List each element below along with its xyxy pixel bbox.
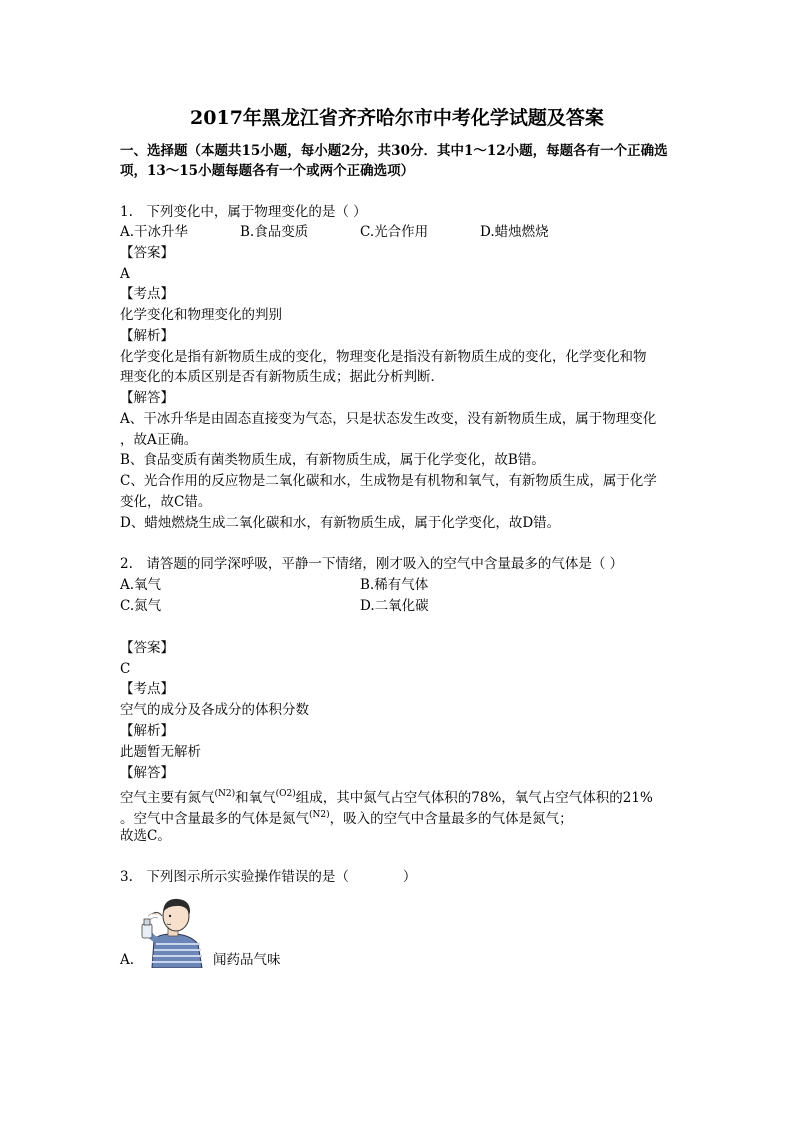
section-heading-line1: 一、选择题（本题共15小题，每小题2分，共30分．其中1～12小题，每题各有一个正确选: [120, 143, 668, 159]
q1-analysis-label: 【解析】: [120, 328, 174, 344]
q2-solution-text-b: 和氧气: [235, 790, 276, 806]
section-heading-line2: 项，13～15小题每题各有一个或两个正确选项）: [120, 163, 415, 179]
q2-stem: 2. 请答题的同学深呼吸，平静一下情绪，刚才吸入的空气中含量最多的气体是（ ）: [120, 556, 624, 572]
n2-formula-second: (N2): [309, 810, 330, 820]
q2-point-label: 【考点】: [120, 681, 174, 697]
q3-option-a-caption: 闻药品气味: [213, 952, 281, 968]
q2-solution-text-a: 空气主要有氮气: [120, 790, 215, 806]
q1-solution-line2: ，故A正确。: [120, 432, 198, 448]
q1-solution-line6: D、蜡烛燃烧生成二氧化碳和水，有新物质生成，属于化学变化，故D错。: [120, 515, 561, 531]
n2-formula: (N2): [214, 789, 236, 799]
q1-analysis-line2: 理变化的本质区别是否有新物质生成；据此分析判断．: [120, 369, 444, 385]
q2-answer-label: 【答案】: [120, 640, 174, 656]
q2-solution-line3: 故选C。: [120, 828, 171, 844]
q1-analysis-line1: 化学变化是指有新物质生成的变化，物理变化是指没有新物质生成的变化，化学变化和物: [120, 349, 647, 365]
o2-formula: (O2): [275, 789, 296, 799]
smell-chemical-illustration: [128, 894, 208, 968]
q2-analysis-label: 【解析】: [120, 723, 174, 739]
q2-solution-label: 【解答】: [120, 765, 174, 781]
q2-solution-text-e: ，吸入的空气中含量最多的气体是氮气；: [329, 811, 573, 827]
q1-point-label: 【考点】: [120, 286, 174, 302]
q3-stem: 3. 下列图示所示实验操作错误的是（ ）: [120, 869, 417, 885]
q1-solution-line3: B、食品变质有菌类物质生成，有新物质生成，属于化学变化，故B错。: [120, 452, 545, 468]
q2-solution-text-d: 。空气中含量最多的气体是氮气: [120, 811, 309, 827]
q1-point: 化学变化和物理变化的判别: [120, 307, 282, 323]
q2-option-b: B.稀有气体: [360, 577, 429, 593]
q2-solution-line2: [120, 805, 573, 829]
q1-solution-line5: 变化，故C错。: [120, 494, 212, 510]
q1-option-c: C.光合作用: [360, 224, 429, 240]
q1-answer-label: 【答案】: [120, 245, 174, 261]
q1-stem: 1. 下列变化中，属于物理变化的是（ ）: [120, 204, 367, 220]
q2-option-d: D.二氧化碳: [360, 598, 429, 614]
page-title: 2017年黑龙江省齐齐哈尔市中考化学试题及答案: [190, 107, 604, 129]
q1-option-a: A.干冰升华: [120, 224, 189, 240]
q3-option-a-letter: A.: [120, 952, 135, 968]
q2-analysis: 此题暂无解析: [120, 744, 201, 760]
q1-option-d: D.蜡烛燃烧: [480, 224, 549, 240]
q2-option-c: C.氮气: [120, 598, 162, 614]
q1-answer: A: [120, 266, 130, 282]
q1-solution-line4: C、光合作用的反应物是二氧化碳和水，生成物是有机物和氧气，有新物质生成，属于化学: [120, 473, 657, 489]
q1-solution-line1: A、干冰升华是由固态直接变为气态，只是状态发生改变，没有新物质生成，属于物理变化: [120, 411, 657, 427]
q2-option-a: A.氧气: [120, 577, 162, 593]
q2-solution-text-c: 组成，其中氮气占空气体积的78%，氧气占空气体积的21%: [295, 790, 653, 806]
q2-point: 空气的成分及各成分的体积分数: [120, 702, 309, 718]
q1-solution-label: 【解答】: [120, 390, 174, 406]
q2-answer: C: [120, 661, 131, 677]
q1-option-b: B.食品变质: [240, 224, 309, 240]
